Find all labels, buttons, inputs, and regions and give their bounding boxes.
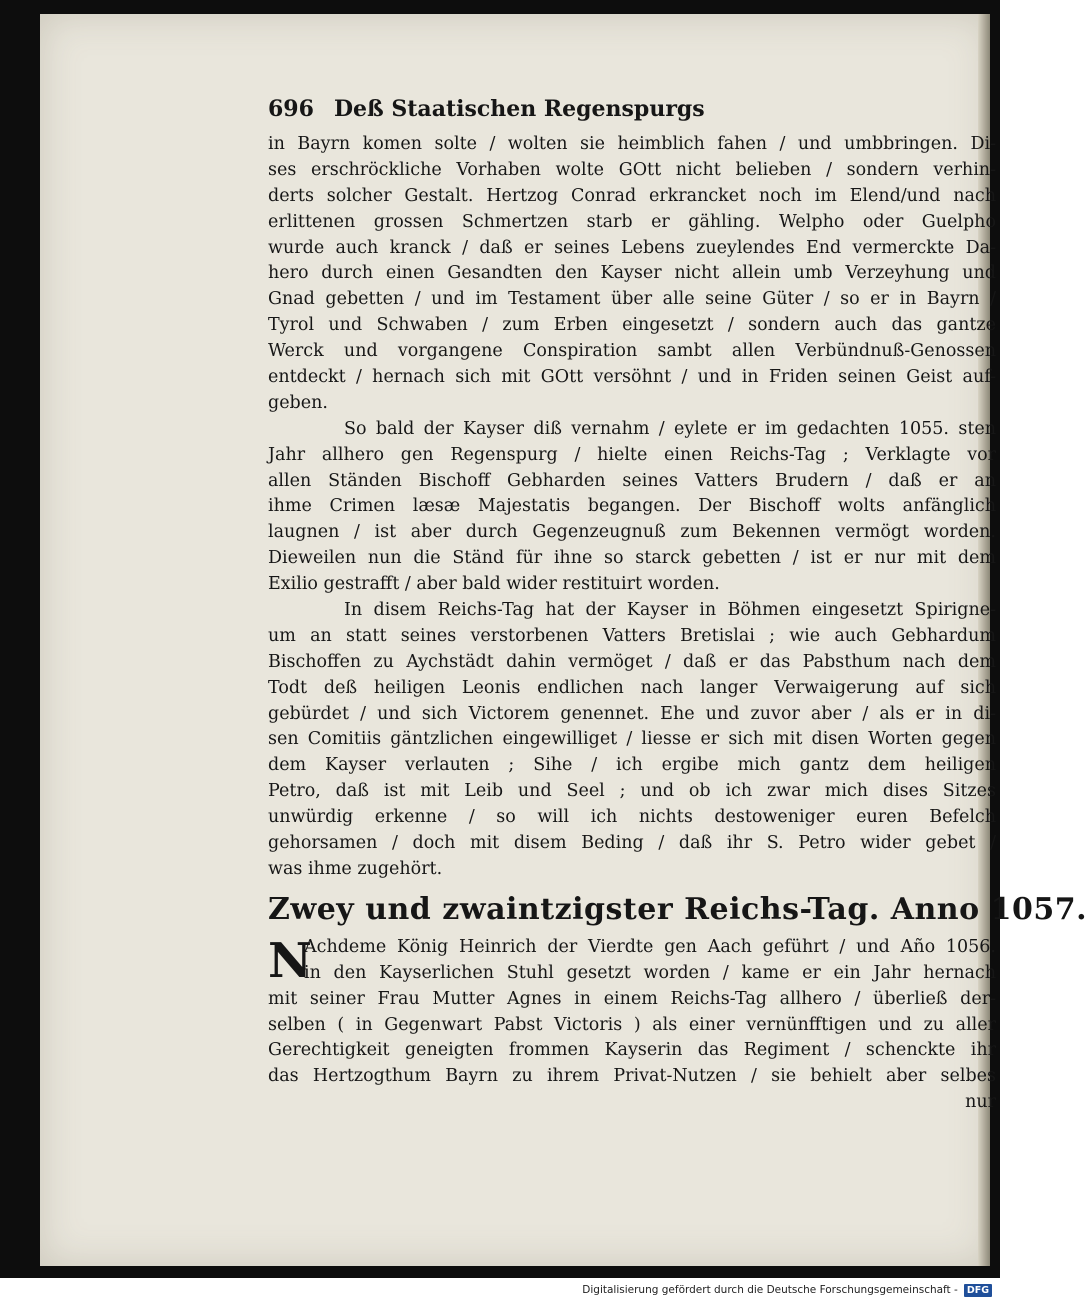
book-page (40, 14, 1087, 1266)
section-heading: Zwey und zwaintzigster Reichs-Tag. Anno 1057. (268, 891, 1087, 927)
text-line: Tyrol und Schwaben / zum Erben eingesetzt / sondern auch das gantze (268, 315, 996, 336)
text-line: wurde auch kranck / daß er seines Lebens zueylendes End vermerckte Da- (268, 237, 996, 258)
text-line: entdeckt / hernach sich mit GOtt versöhnt / und in Friden seinen Geist auf- (268, 367, 996, 388)
text-line: Exilio gestrafft / aber bald wider restituirt worden. (268, 574, 720, 595)
text-line: Bischoffen zu Aychstädt dahin vermöget / daß er das Pabsthum nach dem (268, 651, 996, 672)
text-line: was ihme zugehört. (268, 858, 443, 879)
text-line: So bald der Kayser diß vernahm / eylete er im gedachten 1055. sten (344, 418, 996, 439)
page-number: 696 (268, 96, 314, 122)
text-line: gehorsamen / doch mit disem Beding / daß ihr S. Petro wider gebet / (268, 833, 996, 854)
text-line: das Hertzogthum Bayrn zu ihrem Privat-Nutzen / sie behielt aber selbes (268, 1066, 996, 1087)
text-line: Dieweilen nun die Ständ für ihne so starck gebetten / ist er nur mit dem (268, 548, 996, 569)
page-header (268, 96, 996, 132)
text-line: in den Kayserlichen Stuhl gesetzt worden / kame er ein Jahr hernach (304, 962, 996, 983)
paragraph-2 (268, 417, 996, 598)
text-line: ihme Crimen læsæ Majestatis begangen. Der Bischoff wolts anfänglich (268, 496, 996, 517)
text-line: hero durch einen Gesandten den Kayser nicht allein umb Verzeyhung und (268, 263, 996, 284)
text-line: allen Ständen Bischoff Gebharden seines Vatters Brudern / daß er an (268, 470, 996, 491)
text-line: In disem Reichs-Tag hat der Kayser in Böhmen eingesetzt Spirigne- (344, 600, 996, 621)
dfg-logo: DFG (964, 1284, 992, 1297)
running-title: Deß Staatischen Regenspurgs (333, 96, 705, 122)
text-line: gebürdet / und sich Victorem genennet. Ehe und zuvor aber / als er in di- (268, 703, 996, 724)
catchword: nur (965, 1092, 996, 1113)
paragraph-4 (268, 932, 996, 1090)
text-line: Werck und vorgangene Conspiration sambt allen Verbündnuß-Genossen (268, 341, 996, 362)
text-line: erlittenen grossen Schmertzen starb er gähling. Welpho oder Guelpho (268, 211, 996, 232)
footer-credit-text: Digitalisierung gefördert durch die Deutsche Forschungsgemeinschaft - (582, 1284, 958, 1296)
paragraph-1 (268, 132, 996, 417)
paragraph-3 (268, 598, 996, 883)
page-text (268, 96, 1087, 1116)
text-line: Todt deß heiligen Leonis endlichen nach langer Verwaigerung auf sich (268, 677, 996, 698)
text-line: sen Comitiis gäntzlichen eingewilliget / liesse er sich mit disen Worten gegen (268, 729, 996, 750)
text-line: derts solcher Gestalt. Hertzog Conrad erkrancket noch im Elend/und nach (268, 185, 996, 206)
text-line: dem Kayser verlauten ; Sihe / ich ergibe mich gantz dem heiligen (268, 755, 996, 776)
text-line: geben. (268, 392, 328, 413)
text-line: Achdeme König Heinrich der Vierdte gen Aach geführt / und Año 1056. (304, 936, 996, 957)
text-line: Petro, daß ist mit Leib und Seel ; und ob ich zwar mich dises Sitzes (268, 781, 996, 802)
text-line: ses erschröckliche Vorhaben wolte GOtt nicht belieben / sondern verhin- (268, 159, 996, 180)
text-line: unwürdig erkenne / so will ich nichts destoweniger euren Befelch (268, 807, 996, 828)
text-line: Gnad gebetten / und im Testament über alle seine Güter / so er in Bayrn / (268, 289, 996, 310)
text-line: in Bayrn komen solte / wolten sie heimblich fahen / und umbbringen. Di- (268, 134, 996, 154)
text-line: laugnen / ist aber durch Gegenzeugnuß zum Bekennen vermögt worden. (268, 522, 996, 543)
drop-cap: N (268, 932, 312, 989)
text-line: um an statt seines verstorbenen Vatters Bretislai ; wie auch Gebhardum (268, 625, 996, 646)
text-line: selben ( in Gegenwart Pabst Victoris ) als einer vernünfftigen und zu aller (268, 1014, 996, 1035)
text-line: mit seiner Frau Mutter Agnes in einem Reichs-Tag allhero / überließ der- (268, 988, 996, 1009)
text-line: Jahr allhero gen Regenspurg / hielte einen Reichs-Tag ; Verklagte vor (268, 444, 996, 465)
digitization-footer (0, 1278, 1000, 1302)
text-line: Gerechtigkeit geneigten frommen Kayserin das Regiment / schenckte ihr (268, 1040, 996, 1061)
